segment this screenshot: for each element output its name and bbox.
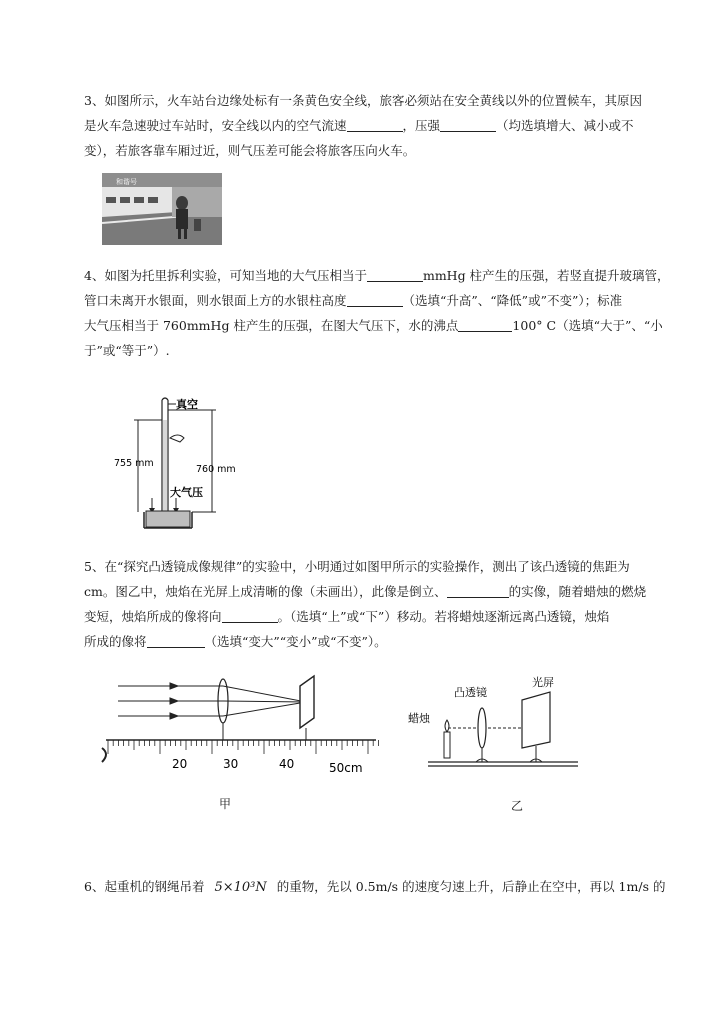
ruler-label-40: 40 (279, 757, 295, 771)
q5-line-2: cm。图乙中，烛焰在光屏上成清晰的像（未画出），此像是倒立、 的实像，随着蜡烛的燃烧 (84, 584, 647, 599)
q3-line-2: 是火车急速驶过车站时，安全线以内的空气流速 ，压强 （均选填增大、减小或不 (84, 118, 634, 133)
candle-label: 蜡烛 (408, 712, 430, 725)
figure-b-caption: 乙 (511, 799, 524, 813)
ruler-label-20: 20 (172, 757, 188, 771)
q4-line-3: 大气压相当于 760mmHg 柱产生的压强，在图大气压下，水的沸点 100° C（选填“大于”、“小 (84, 318, 663, 333)
q5-line-3: 变短，烛焰所成的像将向 。（选填“上”或“下”）移动。若将蜡烛逐渐远离凸透镜，烛焰 (84, 609, 610, 624)
left-height-label: 755 mm (114, 458, 154, 469)
q3-blank-2 (440, 117, 496, 132)
q3-blank-1 (347, 117, 403, 132)
q5-blank-2 (222, 608, 278, 623)
q3-line-1: 3、如图所示，火车站台边缘处标有一条黄色安全线，旅客必须站在安全黄线以外的位置候车，其原因 (84, 93, 642, 108)
q5-blank-3 (147, 633, 205, 648)
q6-line-1: 6、起重机的钢绳吊着 5×10³N 的重物，先以 0.5m/s 的速度匀速上升，后静止在空中，再以 1m/s 的 (84, 879, 666, 895)
ruler-ticks (108, 740, 378, 754)
q3-line-3: 变），若旅客靠车厢过近，则气压差可能会将旅客压向火车。 (84, 143, 416, 158)
q5-blank-1 (447, 583, 509, 598)
torricelli-figure (112, 394, 252, 534)
right-height-label: 760 mm (196, 464, 236, 475)
figure-a-caption: 甲 (219, 797, 232, 811)
vacuum-label: 真空 (176, 398, 198, 411)
train-station-photo (102, 173, 222, 245)
question-5 (84, 554, 674, 654)
focal-length-figure (100, 674, 380, 774)
q5-line-4: 所成的像将 （选填“变大”“变小”或“不变”）。 (84, 634, 387, 649)
atmosphere-label: 大气压 (170, 486, 203, 499)
photo-sign-text: 和谐号 (116, 178, 137, 186)
question-4 (84, 263, 674, 363)
screen-label: 光屏 (532, 676, 554, 689)
lens-setup-figure (402, 676, 578, 772)
q4-line-1: 4、如图为托里拆利实验，可知当地的大气压相当于 mmHg 柱产生的压强，若竖直提升玻璃管， (84, 268, 670, 283)
q4-blank-3 (458, 317, 512, 332)
ruler-label-30: 30 (223, 757, 239, 771)
q4-blank-1 (367, 267, 423, 282)
lens-label: 凸透镜 (454, 686, 487, 699)
question-6 (84, 874, 674, 900)
ruler-label-50: 50cm (329, 761, 363, 774)
q4-line-2: 管口未离开水银面，则水银面上方的水银柱高度 （选填“升高”、“降低”或”不变”）；标准 (84, 293, 623, 308)
question-3 (84, 88, 674, 163)
q4-blank-2 (347, 292, 403, 307)
q6-formula: 5×10³N (214, 880, 267, 895)
q4-line-4: 于”或“等于”）. (84, 343, 170, 358)
q5-line-1: 5、在“探究凸透镜成像规律”的实验中，小明通过如图甲所示的实验操作，测出了该凸透镜的焦距为 (84, 559, 630, 574)
screen-shape (300, 676, 314, 728)
